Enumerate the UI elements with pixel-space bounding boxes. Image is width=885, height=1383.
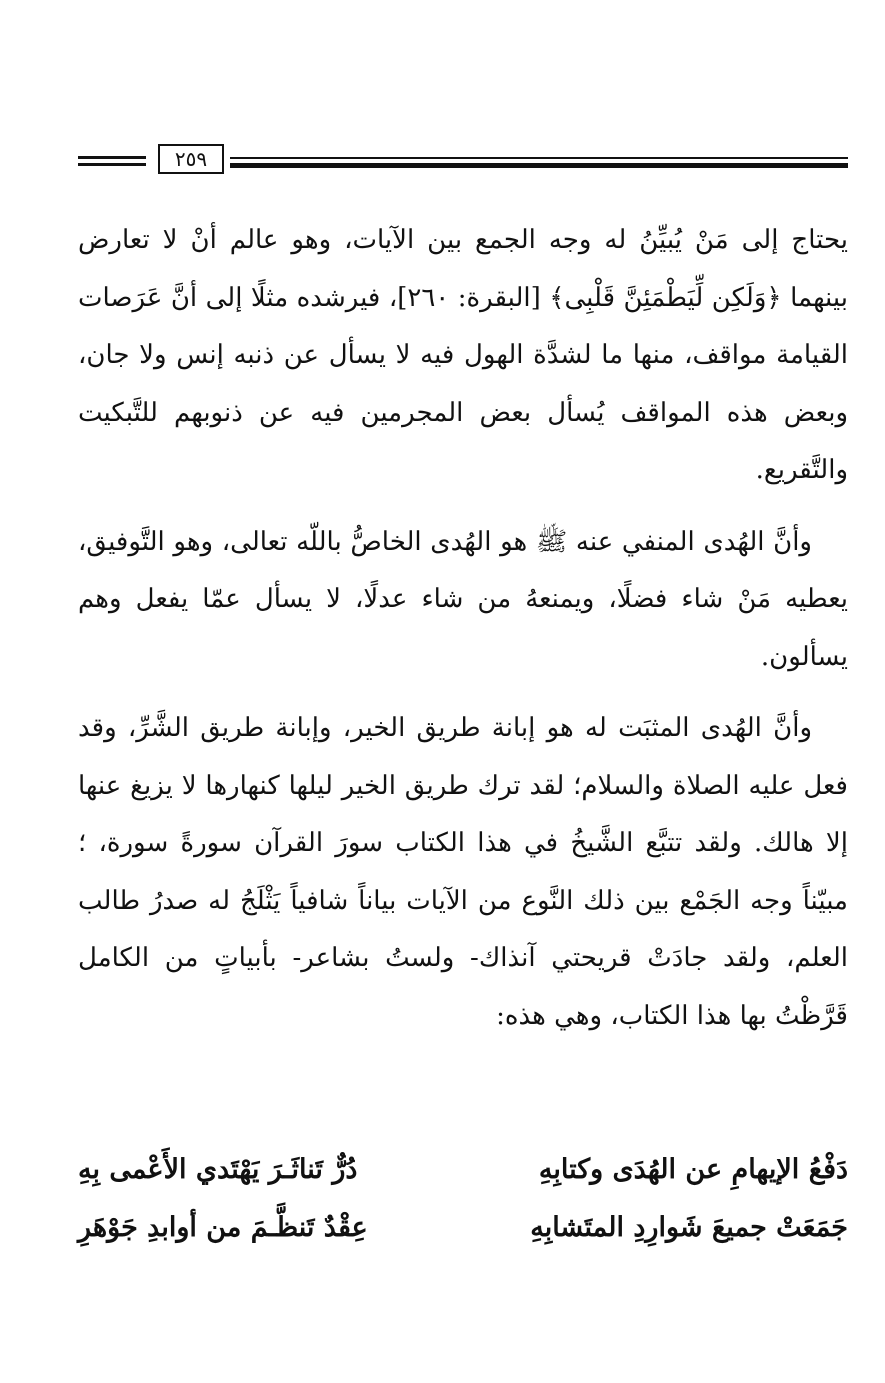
header-rule <box>78 163 146 166</box>
header-rule <box>230 157 848 159</box>
page-header <box>78 140 848 180</box>
paragraph: وأنَّ الهُدى المثبَت له هو إبانة طريق الخير، وإبانة طريق الشَّرِّ، وقد فعل عليه الصلاة والسلام؛ لقد ترك طريق الخير ليلها كنهارها لا يزيغ عنها إلا هالك. ولقد تتبَّع الشَّيخُ في هذا الكتاب سورَ القرآن سورةً سورة، ؛ مبيّناً وجه الجَمْع بين ذلك النَّوع من الآيات بياناً شافياً يَثْلَجُ له صدرُ طالب العلم، ولقد جادَتْ قريحتي آنذاك- ولستُ بشاعر- بأبياتٍ من الكامل قَرَّظْتُ بها هذا الكتاب، وهي هذه: <box>78 713 848 1031</box>
poem-verse <box>78 1208 848 1248</box>
body-text <box>78 212 848 1045</box>
paragraph: يحتاج إلى مَنْ يُبيِّنُ له وجه الجمع بين الآيات، وهو عالم أنْ لا تعارض بينهما ﴿وَلَكِن لِّيَطْمَئِنَّ قَلْبِى﴾ [البقرة: ٢٦٠]، فيرشده مثلًا إلى أنَّ عَرَصات القيامة مواقف، منها ما لشدَّة الهول فيه لا يسأل عن ذنبه إنس ولا جان، وبعض هذه المواقف يُسأل بعض المجرمين فيه عن ذنوبهم للتَّبكيت والتَّقريع. <box>78 225 848 485</box>
page-number: ٢٥٩ <box>158 144 224 174</box>
poem-hemistich: عِقْدٌ تَنظَّـمَ من أوابدِ جَوْهَرِ <box>78 1212 368 1243</box>
header-rule <box>78 156 146 159</box>
poem-hemistich: دُرٌّ تَناثَـرَ يَهْتَدي الأَعْمى بِهِ <box>78 1154 358 1185</box>
poem-hemistich: جَمَعَتْ جميعَ شَوارِدِ المتَشابِهِ <box>530 1212 848 1243</box>
paragraph: وأنَّ الهُدى المنفي عنه ﷺ هو الهُدى الخاصُّ باللّه تعالى، وهو التَّوفيق، يعطيه مَنْ شاء فضلًا، ويمنعهُ من شاء عدلًا، لا يسأل عمّا يفعل وهم يسألون. <box>78 526 848 672</box>
poem-hemistich: دَفْعُ الإيهامِ عن الهُدَى وكتابِهِ <box>538 1154 848 1185</box>
header-rule <box>230 163 848 168</box>
poem-verse <box>78 1150 848 1190</box>
